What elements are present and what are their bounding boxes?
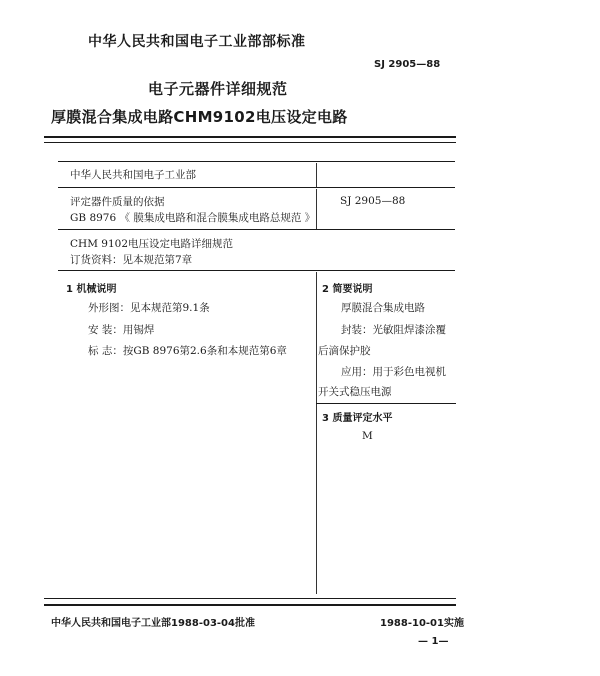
- section-2-heading: 2 简要说明: [322, 284, 373, 295]
- footer-rule-bottom: [44, 604, 456, 606]
- footer-rule-top: [44, 598, 456, 599]
- approval-date: 中华人民共和国电子工业部1988-03-04批准: [51, 618, 255, 629]
- brief-line-1: 厚膜混合集成电路: [341, 302, 425, 314]
- standard-number-right: SJ 2905—88: [340, 195, 406, 207]
- quality-level: M: [362, 430, 373, 442]
- brief-line-3: 后滴保护胶: [318, 345, 371, 357]
- spec-name: CHM 9102电压设定电路详细规范: [70, 238, 234, 250]
- effective-date: 1988-10-01实施: [380, 618, 464, 629]
- info-rule-2: [58, 187, 455, 188]
- basis-standard: GB 8976 《 膜集成电路和混合膜集成电路总规范 》: [70, 212, 316, 224]
- order-info: 订货资料：见本规范第7章: [70, 254, 193, 266]
- info-rule-top: [58, 161, 455, 162]
- info-divider-2: [316, 189, 317, 229]
- info-rule-3: [58, 229, 455, 230]
- basis-label: 评定器件质量的依据: [70, 196, 165, 208]
- title-rule-bottom: [44, 142, 456, 143]
- outline-drawing: 外形图：见本规范第9.1条: [88, 302, 210, 314]
- section-divider: [316, 272, 317, 594]
- info-rule-4: [58, 270, 455, 271]
- doc-title-line1: 电子元器件详细规范: [148, 80, 288, 98]
- standard-number: SJ 2905—88: [374, 59, 441, 70]
- title-rule-top: [44, 136, 456, 138]
- info-divider-1: [316, 163, 317, 187]
- section-1-heading: 1 机械说明: [66, 284, 117, 295]
- marking: 标 志：按GB 8976第2.6条和本规范第6章: [88, 345, 287, 357]
- page-number: — 1—: [418, 636, 449, 647]
- mounting: 安 装：用锡焊: [88, 324, 155, 336]
- doc-title-line2: 厚膜混合集成电路CHM9102电压设定电路: [51, 108, 348, 126]
- org-name: 中华人民共和国电子工业部: [70, 169, 196, 181]
- brief-line-2: 封装：光敏阻焊漆涂覆: [341, 324, 446, 336]
- section-3-heading: 3 质量评定水平: [322, 413, 393, 424]
- section-3-rule: [316, 403, 456, 404]
- brief-line-4: 应用：用于彩色电视机: [341, 366, 446, 378]
- brief-line-5: 开关式稳压电源: [318, 386, 392, 398]
- issuing-authority: 中华人民共和国电子工业部部标准: [88, 34, 306, 50]
